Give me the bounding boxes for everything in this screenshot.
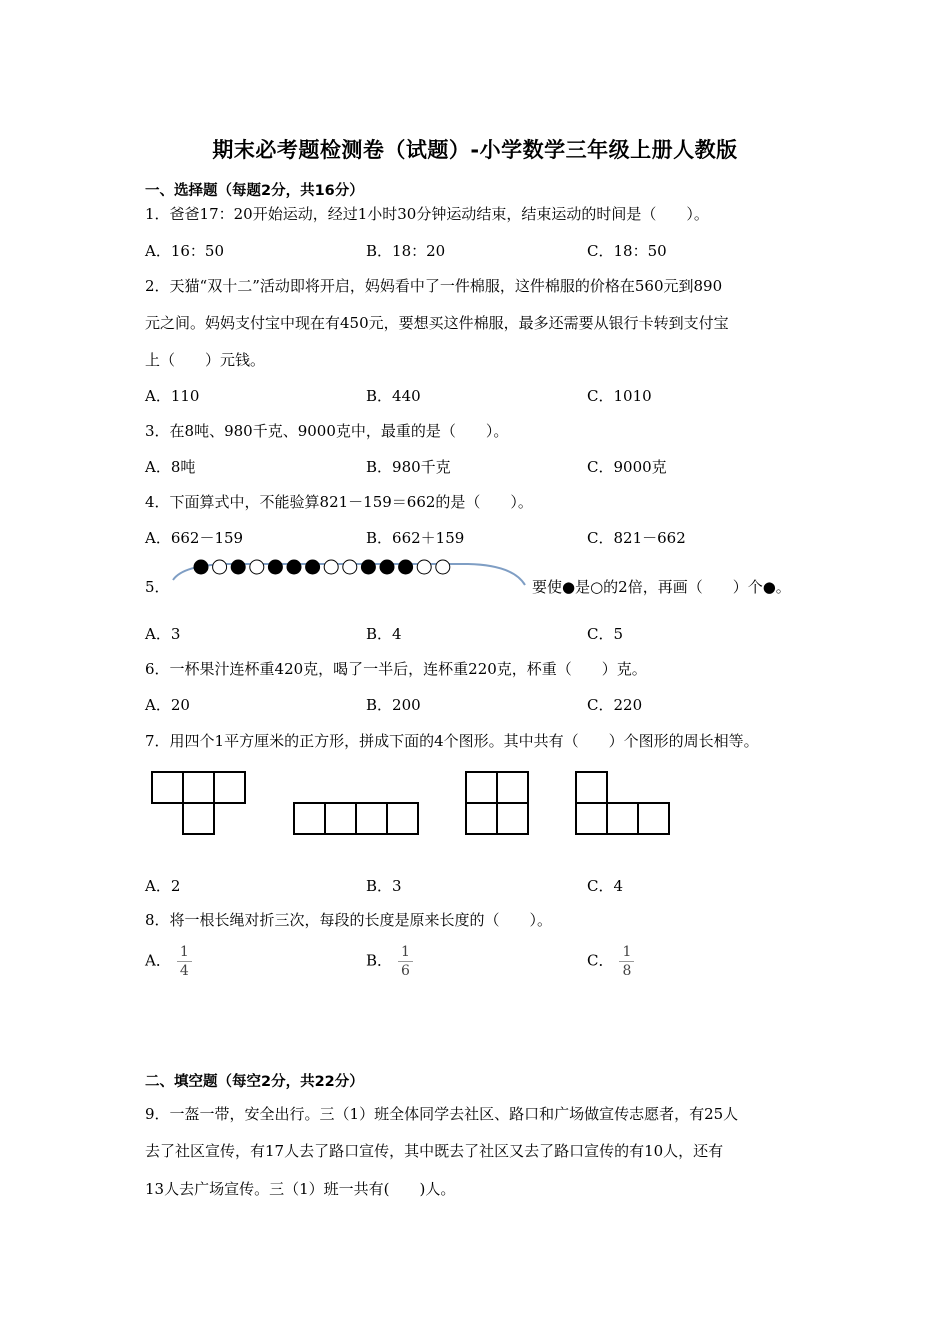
- q6-option-c: C．220: [587, 696, 643, 714]
- q7-option-a: A．2: [145, 877, 181, 895]
- section-heading-fill-in: 二、填空题（每空2分，共22分）: [145, 1074, 364, 1090]
- q3-option-c: C．9000克: [587, 458, 667, 476]
- filled-bead: [287, 560, 301, 574]
- page-title: 期末必考题检测卷（试题）-小学数学三年级上册人教版: [212, 138, 738, 162]
- section-heading-choice: 一、选择题（每题2分，共16分）: [145, 183, 364, 199]
- filled-bead: [306, 560, 320, 574]
- question-8: 8．将一根长绳对折三次，每段的长度是原来长度的（ ）。: [145, 911, 553, 929]
- figure-square: [466, 772, 528, 834]
- question-5-number: 5．: [145, 578, 170, 596]
- question-3: 3．在8吨、980千克、9000克中，最重的是（ ）。: [145, 422, 509, 440]
- figure-straight-line: [294, 803, 418, 834]
- empty-bead: [417, 560, 431, 574]
- q5-option-c: C．5: [587, 625, 624, 643]
- q3-option-a: A．8吨: [145, 458, 196, 476]
- filled-bead: [399, 560, 413, 574]
- fraction: [619, 943, 634, 980]
- question-4: 4．下面算式中，不能验算821－159＝662的是（ ）。: [145, 493, 533, 511]
- figure-t-shape: [152, 772, 245, 834]
- q5-option-a: A．3: [145, 625, 181, 643]
- filled-bead: [194, 560, 208, 574]
- denominator: 8: [622, 963, 632, 979]
- fraction: [398, 943, 413, 980]
- empty-bead: [324, 560, 338, 574]
- q7-option-c: C．4: [587, 877, 624, 895]
- q6-option-b: B．200: [366, 696, 421, 714]
- filled-bead: [380, 560, 394, 574]
- filled-bead: [268, 560, 282, 574]
- q4-option-a: A．662－159: [145, 529, 244, 547]
- question-1: 1．爸爸17：20开始运动，经过1小时30分钟运动结束，结束运动的时间是（ ）。: [145, 205, 709, 223]
- question-2-line-1: 2．天猫“双十二”活动即将开启，妈妈看中了一件棉服，这件棉服的价格在560元到890: [145, 277, 723, 295]
- empty-bead: [343, 560, 357, 574]
- numerator: 1: [177, 943, 192, 962]
- q2-option-c: C．1010: [587, 387, 652, 405]
- q8-option-c: [587, 943, 634, 980]
- question-6: 6．一杯果汁连杯重420克，喝了一半后，连杯重220克，杯重（ ）克。: [145, 660, 647, 678]
- question-9-line-1: 9．一盔一带，安全出行。三（1）班全体同学去社区、路口和广场做宣传志愿者，有25人: [145, 1105, 739, 1123]
- q8-option-b-label: B．: [366, 951, 393, 970]
- q1-option-a: A．16：50: [145, 242, 225, 260]
- question-7: 7．用四个1平方厘米的正方形，拼成下面的4个图形。其中共有（ ）个图形的周长相等。: [145, 732, 759, 750]
- q3-option-b: B．980千克: [366, 458, 451, 476]
- q8-option-a-label: A．: [145, 951, 171, 970]
- figure-l-shape: [576, 772, 669, 834]
- q6-option-a: A．20: [145, 696, 190, 714]
- q8-option-c-label: C．: [587, 951, 614, 970]
- question-5-text: 要使●是○的2倍，再画（ ）个●。: [532, 578, 791, 596]
- q4-option-b: B．662＋159: [366, 529, 465, 547]
- numerator: 1: [398, 943, 413, 962]
- q1-option-b: B．18：20: [366, 242, 446, 260]
- q4-option-c: C．821－662: [587, 529, 686, 547]
- q8-option-a: [145, 943, 192, 980]
- q5-option-b: B．4: [366, 625, 402, 643]
- bead-string-figure: [168, 555, 530, 595]
- numerator: 1: [619, 943, 634, 962]
- q8-option-b: [366, 943, 413, 980]
- question-9-line-2: 去了社区宣传，有17人去了路口宣传，其中既去了社区又去了路口宣传的有10人，还有: [145, 1142, 724, 1160]
- fraction: [177, 943, 192, 980]
- q2-option-a: A．110: [145, 387, 200, 405]
- filled-bead: [361, 560, 375, 574]
- q7-option-b: B．3: [366, 877, 402, 895]
- beads: [194, 560, 450, 574]
- question-2-line-2: 元之间。妈妈支付宝中现在有450元，要想买这件棉服，最多还需要从银行卡转到支付宝: [145, 314, 729, 332]
- empty-bead: [213, 560, 227, 574]
- question-9-line-3: 13人去广场宣传。三（1）班一共有( )人。: [145, 1180, 456, 1198]
- filled-bead: [231, 560, 245, 574]
- q1-option-c: C．18：50: [587, 242, 667, 260]
- q2-option-b: B．440: [366, 387, 421, 405]
- denominator: 6: [401, 963, 410, 979]
- question-2-line-3: 上（ ）元钱。: [145, 351, 266, 369]
- empty-bead: [436, 560, 450, 574]
- square-figures: [150, 770, 680, 836]
- denominator: 4: [179, 963, 189, 979]
- empty-bead: [250, 560, 264, 574]
